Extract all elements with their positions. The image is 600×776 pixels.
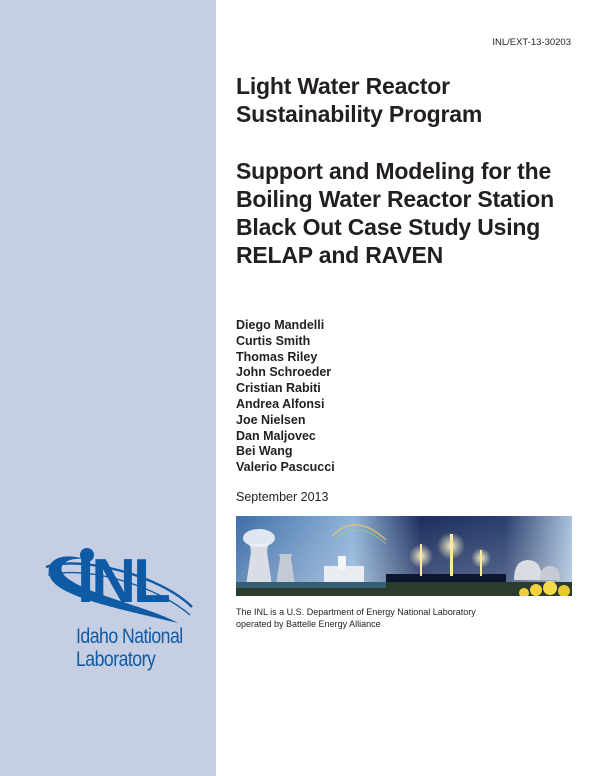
author-name: Bei Wang <box>236 444 293 459</box>
logo-text <box>76 625 183 671</box>
publication-date: September 2013 <box>236 490 329 504</box>
author-name: Diego Mandelli <box>236 318 325 332</box>
report-number: INL/EXT-13-30203 <box>492 37 571 48</box>
inl-logo <box>40 545 200 685</box>
program-title: Light Water Reactor Sustainability Program <box>236 73 483 127</box>
author-name: Curtis Smith <box>236 333 311 348</box>
footer-note <box>236 606 576 630</box>
logo-wordmark: INL <box>77 547 168 616</box>
document-title: Support and Modeling for the Boiling Water Reactor Station Black Out Case Study Using RELAP and RAVEN <box>236 158 554 268</box>
author-list <box>236 318 335 476</box>
author-name: Andrea Alfonsi <box>236 396 325 411</box>
logo-line-2: Laboratory <box>76 648 156 671</box>
author-name: Joe Nielsen <box>236 412 306 427</box>
logo-line-1: Idaho National <box>76 625 183 648</box>
footer-line-2: operated by Battelle Energy Alliance <box>236 619 381 629</box>
author-name: John Schroeder <box>236 365 332 380</box>
footer-line-1: The INL is a U.S. Department of Energy National Laboratory <box>236 607 476 617</box>
author-name: Dan Maljovec <box>236 428 316 443</box>
author-name: Thomas Riley <box>236 349 318 364</box>
nuclear-plants-banner <box>236 516 572 596</box>
author-name: Valerio Pascucci <box>236 460 335 475</box>
author-name: Cristian Rabiti <box>236 381 321 396</box>
